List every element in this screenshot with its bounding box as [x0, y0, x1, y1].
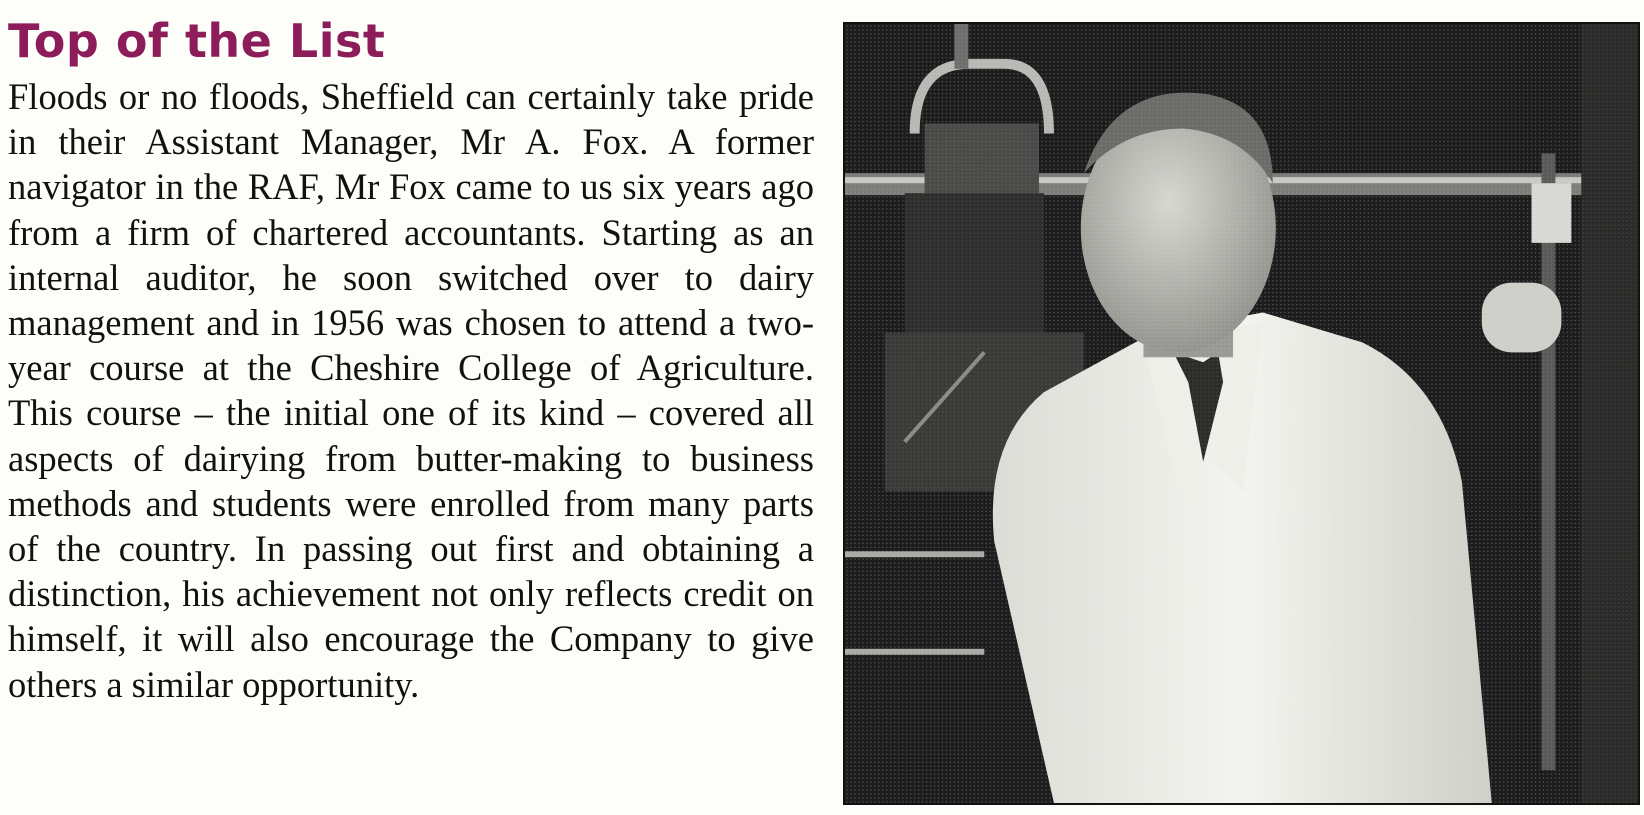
article-body: Floods or no floods, Sheffield can certainly take pride in their Assistant Manager, Mr A. Fox. A former navigator in the RAF, Mr Fox came to us six years ago from a firm of chartered accountants. Starting as an internal auditor, he soon switched over to dairy management and in 1956 was chosen to attend a two-year course at the Cheshire College of Agriculture. This course – the initial one of its kind – covered all aspects of dairying from butter-making to business methods and students were enrolled from many parts of the country. In passing out first and obtaining a distinction, his achievement not only reflects credit on himself, it will also encourage the Company to give others a similar opportunity. — [8, 76, 814, 705]
photo-illustration — [845, 24, 1638, 803]
article-title: Top of the List — [8, 14, 386, 68]
portrait-photo — [843, 22, 1640, 805]
